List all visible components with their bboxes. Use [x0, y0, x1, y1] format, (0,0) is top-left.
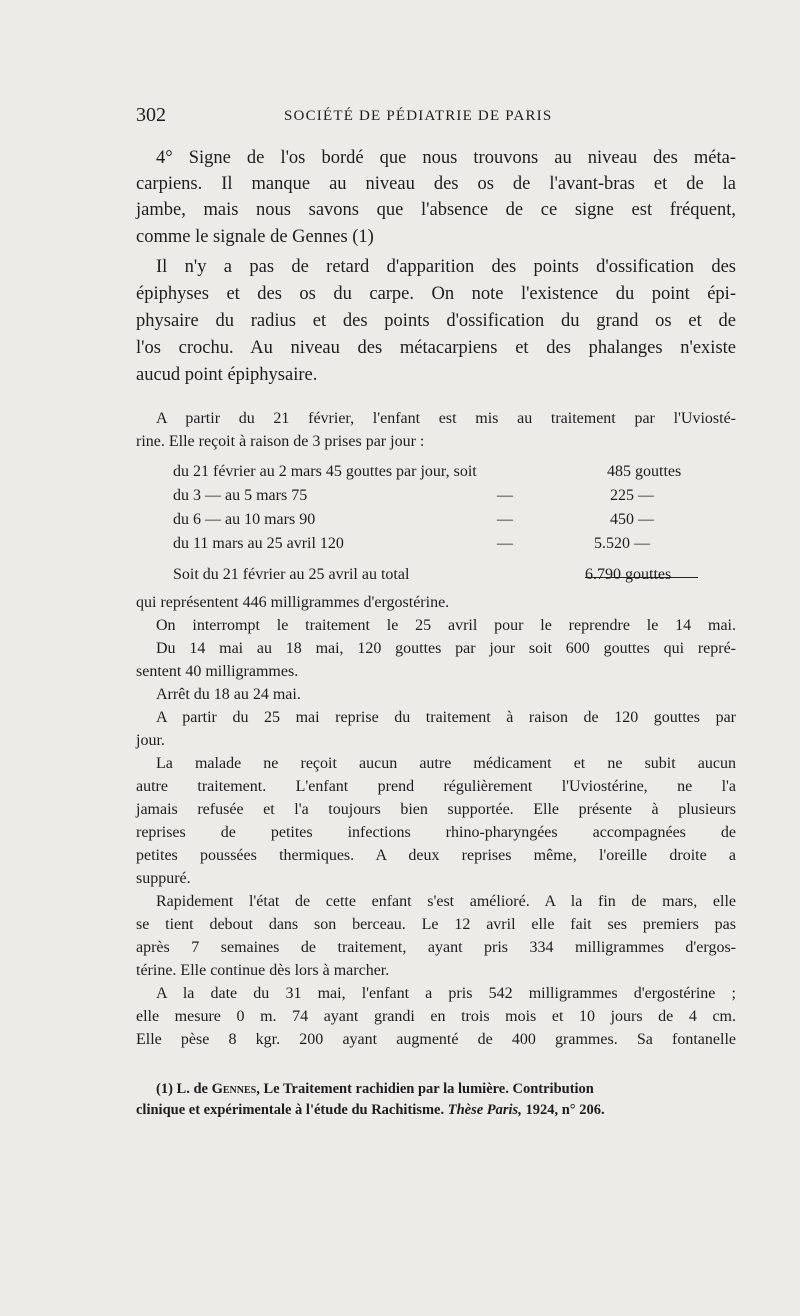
text-line: A partir du 21 février, l'enfant est mis au traitement par l'Uviosté-	[156, 410, 736, 427]
footnote-author: Gennes,	[211, 1081, 260, 1097]
text-line: après 7 semaines de traitement, ayant pris 334 milligrammes d'ergos-	[136, 939, 736, 956]
table-cell-dash: —	[497, 511, 513, 528]
table-cell-period: du 11 mars au 25 avril 120	[173, 535, 344, 552]
text-line: physaire du radius et des points d'ossification du grand os et de	[136, 311, 736, 331]
text-line: elle mesure 0 m. 74 ayant grandi en trois mois et 10 jours de 4 cm.	[136, 1008, 736, 1025]
table-cell-amount: 450 —	[610, 511, 654, 528]
total-label: Soit du 21 février au 25 avril au total	[173, 566, 410, 583]
text-line: sentent 40 milligrammes.	[136, 663, 299, 680]
text-line: Rapidement l'état de cette enfant s'est amélioré. A la fin de mars, elle	[156, 893, 736, 910]
text-line: La malade ne reçoit aucun autre médicament et ne subit aucun	[156, 755, 736, 772]
text-line: Du 14 mai au 18 mai, 120 gouttes par jour soit 600 gouttes qui repré-	[156, 640, 736, 657]
text-line: autre traitement. L'enfant prend régulièrement l'Uviostérine, ne l'a	[136, 778, 736, 795]
text-line: 4° Signe de l'os bordé que nous trouvons au niveau des méta-	[156, 148, 736, 168]
text-line: se tient debout dans son berceau. Le 12 avril elle fait ses premiers pas	[136, 916, 736, 933]
table-cell-dash: —	[497, 487, 513, 504]
text-line: On interrompt le traitement le 25 avril pour le reprendre le 14 mai.	[156, 617, 736, 634]
text-line: jambe, mais nous savons que l'absence de ce signe est fréquent,	[136, 200, 736, 220]
running-title: SOCIÉTÉ DE PÉDIATRIE DE PARIS	[284, 108, 553, 124]
text-line: qui représentent 446 milligrammes d'ergostérine.	[136, 594, 450, 611]
text-line: Elle pèse 8 kgr. 200 ayant augmenté de 400 grammes. Sa fontanelle	[136, 1031, 736, 1048]
page-header	[136, 104, 736, 130]
footnote-marker: (1) L. de	[156, 1081, 208, 1097]
text-line: aucud point épiphysaire.	[136, 365, 318, 385]
table-cell-amount: 485 gouttes	[607, 463, 682, 480]
footnote-thesis: Thèse Paris,	[447, 1102, 522, 1118]
table-cell-amount: 5.520 —	[594, 535, 650, 552]
text-line: suppuré.	[136, 870, 191, 887]
table-cell-dash: —	[497, 535, 513, 552]
text-line: rine. Elle reçoit à raison de 3 prises par jour :	[136, 433, 425, 450]
text-line: comme le signale de Gennes (1)	[136, 227, 374, 247]
table-cell-period: du 6 — au 10 mars 90	[173, 511, 316, 528]
text-line: reprises de petites infections rhino-pharyngées accompagnées de	[136, 824, 736, 841]
text-line: jamais refusée et l'a toujours bien supportée. Elle présente à plusieurs	[136, 801, 736, 818]
text-line: l'os crochu. Au niveau des métacarpiens et des phalanges n'existe	[136, 338, 736, 358]
table-cell-period: du 21 février au 2 mars 45 gouttes par jour, soit	[173, 463, 477, 480]
text-line: térine. Elle continue dès lors à marcher.	[136, 962, 390, 979]
footnote-text: clinique et expérimentale à l'étude du Rachitisme.	[136, 1102, 445, 1118]
text-line: petites poussées thermiques. A deux reprises même, l'oreille droite a	[136, 847, 736, 864]
text-line: A partir du 25 mai reprise du traitement à raison de 120 gouttes par	[156, 709, 736, 726]
text-line: A la date du 31 mai, l'enfant a pris 542 milligrammes d'ergostérine ;	[156, 985, 736, 1002]
footnote-year: 1924, n° 206.	[525, 1102, 605, 1118]
table-cell-period: du 3 — au 5 mars 75	[173, 487, 308, 504]
total-value: 6.790 gouttes	[585, 566, 672, 583]
text-line: Arrêt du 18 au 24 mai.	[156, 686, 301, 703]
footnote-line-1	[136, 1081, 736, 1098]
text-line: épiphyses et des os du carpe. On note l'existence du point épi-	[136, 284, 736, 304]
text-line: carpiens. Il manque au niveau des os de l'avant-bras et de la	[136, 174, 736, 194]
footnote-line-2	[136, 1102, 736, 1119]
table-cell-amount: 225 —	[610, 487, 654, 504]
footnote-title: Le Traitement rachidien par la lumière. Contribution	[263, 1081, 594, 1097]
text-line: Il n'y a pas de retard d'apparition des points d'ossification des	[156, 257, 736, 277]
text-line: jour.	[136, 732, 165, 749]
page-number: 302	[136, 104, 166, 126]
